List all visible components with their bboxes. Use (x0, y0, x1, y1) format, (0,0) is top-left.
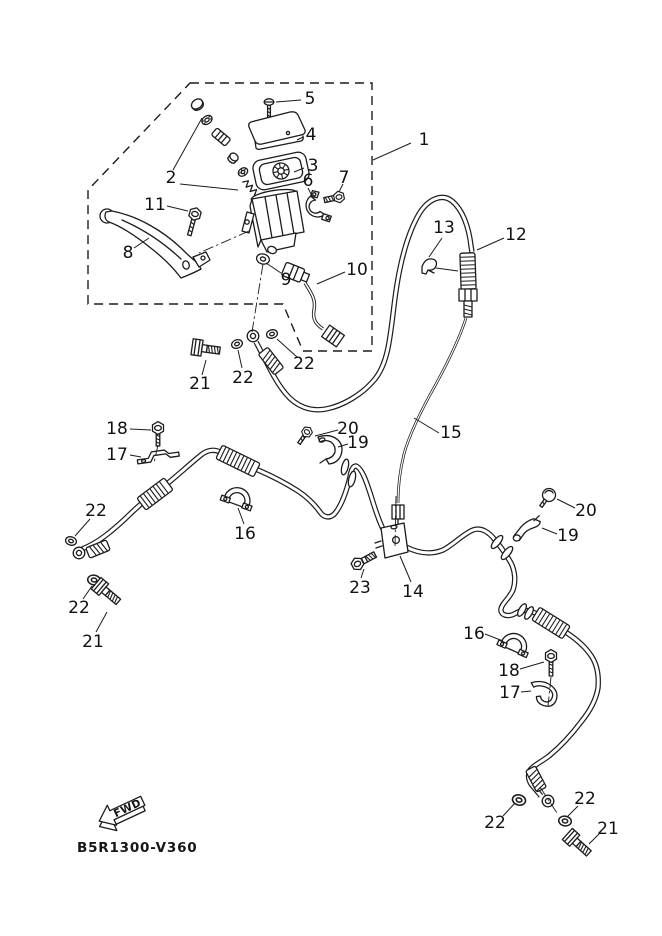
boot-9 (255, 252, 270, 265)
part-label-2: 2 (165, 168, 177, 188)
clamp-16-left (220, 483, 256, 511)
part-label-11: 11 (144, 195, 166, 215)
leader-line-part-2 (180, 184, 238, 190)
switch-connector (322, 325, 345, 347)
part-label-3: 3 (307, 156, 319, 176)
part-label-22a: 22 (232, 368, 254, 388)
washer-22f (558, 815, 572, 827)
leader-line-part-11 (167, 206, 188, 211)
hose-end-nut (459, 289, 477, 301)
leader-line-part-10 (317, 272, 345, 284)
part-label-16b: 16 (463, 624, 485, 644)
fwd-arrow (93, 791, 150, 837)
clamp-17-right (528, 680, 558, 707)
part-label-10: 10 (346, 260, 368, 280)
leader-line-part-21a (202, 360, 206, 375)
clamp-16-right (497, 628, 534, 657)
banjo-eye-upper (247, 330, 259, 342)
fwd-arrow-label: FWD (111, 796, 144, 821)
part-label-19a: 19 (347, 433, 369, 453)
bracket-19-left (318, 436, 342, 464)
part-label-21a: 21 (189, 374, 211, 394)
part-label-9: 9 (280, 270, 292, 290)
union-bolt-21-top (191, 339, 221, 359)
part-label-1: 1 (418, 130, 430, 150)
bellows-sleeve (532, 607, 570, 639)
leader-line-part-14 (400, 556, 411, 582)
leader-line-part-16b (485, 634, 503, 641)
part-label-22c: 22 (85, 501, 107, 521)
part-label-14: 14 (402, 582, 424, 602)
part-label-5: 5 (304, 89, 316, 109)
leader-line-part-22a (238, 350, 242, 368)
holder-6 (303, 188, 332, 226)
leader-line-part-22c (75, 519, 90, 536)
leader-line-part-1 (373, 143, 411, 160)
bolt-18-left (153, 422, 164, 446)
kit-circlip (200, 114, 214, 127)
part-label-4: 4 (305, 125, 317, 145)
kit-dust-cap (190, 97, 206, 112)
part-label-8: 8 (122, 243, 134, 263)
reservoir-cap-4 (249, 112, 305, 150)
hose-threaded-stub (464, 301, 472, 317)
leader-line-part-13 (429, 238, 442, 257)
banjo-eye-left (73, 547, 85, 559)
screw-20-left (295, 425, 314, 446)
part-label-7: 7 (338, 168, 350, 188)
clamp-17-left (137, 448, 180, 464)
brake-hose-lower (65, 422, 599, 859)
part-label-23: 23 (349, 578, 371, 598)
part-label-22e: 22 (484, 813, 506, 833)
hose-strain-relief (460, 253, 476, 290)
part-label-17b: 17 (499, 683, 521, 703)
part-label-21b: 21 (82, 632, 104, 652)
leader-line-part-17a (130, 455, 141, 457)
leader-line-part-21b (96, 612, 107, 632)
leader-line-part-9 (266, 263, 281, 273)
leader-line-part-19b (542, 528, 557, 534)
leader-line-part-5 (276, 100, 301, 102)
part-label-20b: 20 (575, 501, 597, 521)
washer-22c (65, 536, 78, 547)
kit-piston (211, 128, 231, 146)
master-cylinder-body (242, 187, 304, 255)
part-label-15: 15 (440, 423, 462, 443)
part-label-6: 6 (302, 171, 314, 191)
leader-line-part-12 (477, 238, 504, 250)
part-label-18a: 18 (106, 419, 128, 439)
screw-20-right (540, 489, 556, 508)
clamp-13 (422, 259, 437, 274)
leader-line-part-18b (520, 662, 544, 669)
leader-line-part-20b (557, 499, 575, 508)
leader-line-part-16a (238, 508, 244, 524)
leader-line-part-23 (361, 569, 364, 578)
part-label-22b: 22 (293, 354, 315, 374)
bellows-sleeve (137, 478, 173, 510)
bolt-23 (350, 549, 379, 572)
part-label-20a: 20 (337, 419, 359, 439)
leader-line-part-17b (521, 691, 531, 692)
bellows-sleeve (216, 445, 260, 477)
bolt-18-right (546, 650, 557, 676)
hose-sleeve (86, 540, 111, 558)
center-lines (154, 231, 557, 813)
kit-washer (237, 166, 250, 178)
washer-22b (266, 329, 279, 340)
part-label-21c: 21 (597, 819, 619, 839)
part-label-18b: 18 (498, 661, 520, 681)
part-label-12: 12 (505, 225, 527, 245)
part-label-17a: 17 (106, 445, 128, 465)
leader-line-part-18a (130, 429, 151, 430)
bolt-7 (323, 190, 345, 205)
part-label-13: 13 (433, 218, 455, 238)
bracket-19-right (510, 516, 543, 542)
kit-cup-seal (227, 151, 240, 164)
part-label-22d: 22 (68, 598, 90, 618)
part-label-16a: 16 (234, 524, 256, 544)
diagram-code: B5R1300-V360 (77, 840, 198, 856)
hose-sleeve (258, 347, 283, 375)
leader-line-part-2 (173, 118, 202, 170)
washer-22a (230, 338, 243, 350)
part-label-22f: 22 (574, 789, 596, 809)
part-label-19b: 19 (557, 526, 579, 546)
leader-line-part-15 (414, 418, 439, 433)
